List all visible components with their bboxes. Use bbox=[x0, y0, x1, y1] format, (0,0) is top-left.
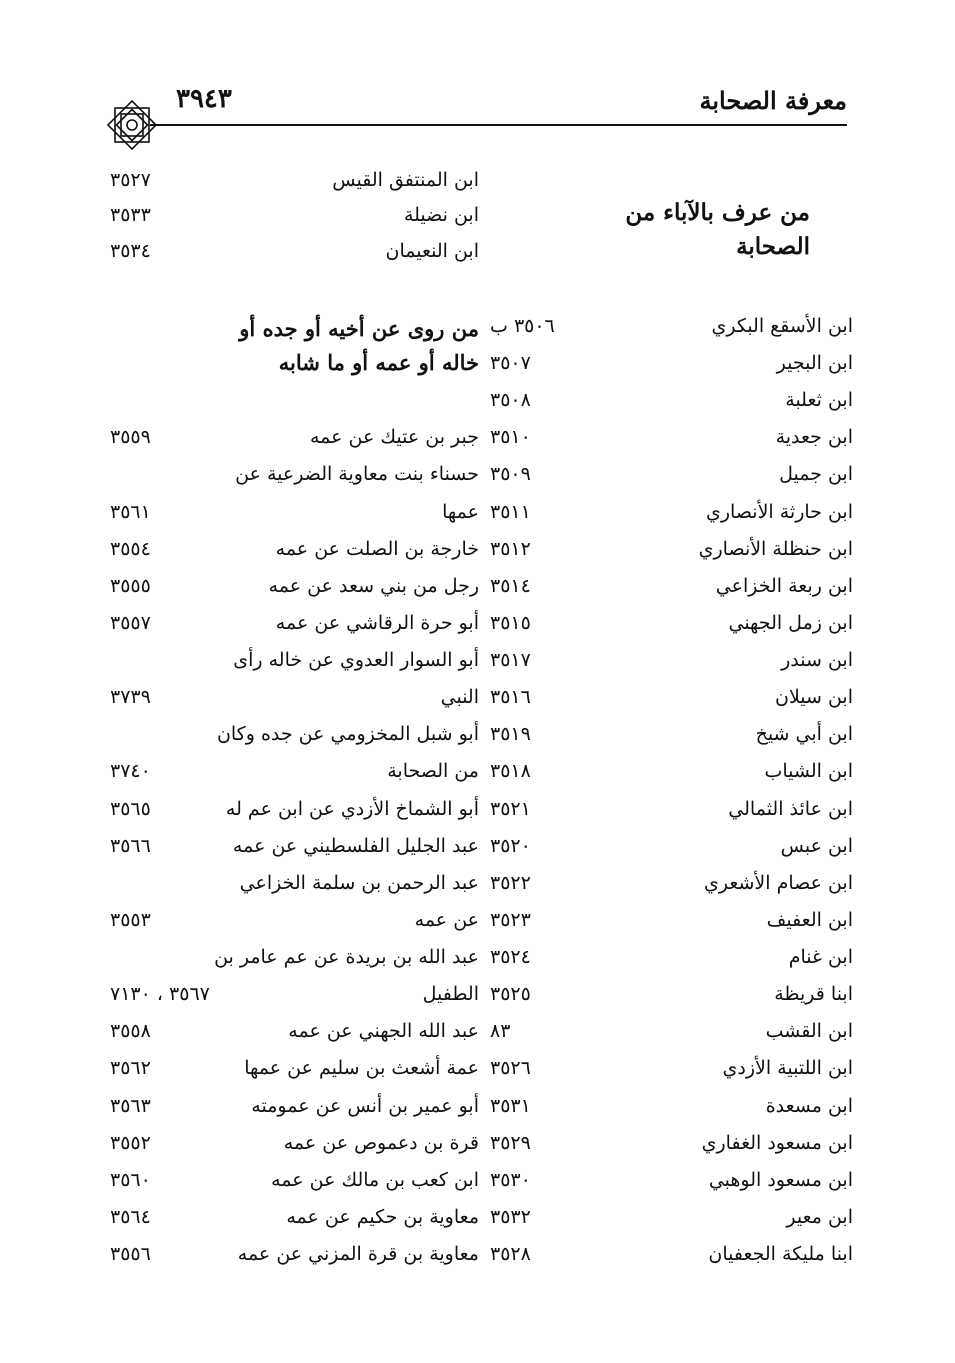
companion-ref: ٣٥٢١ bbox=[490, 798, 531, 820]
table-row bbox=[0, 865, 955, 902]
narrator-ref: ٣٥٦٧ ، ٧١٣٠ bbox=[110, 983, 210, 1005]
narrator-text: أبو عمير بن أنس عن عمومته bbox=[251, 1095, 479, 1117]
list-item bbox=[0, 197, 955, 234]
companion-name: ابن القشب bbox=[765, 1020, 853, 1042]
table-row bbox=[0, 828, 955, 865]
companion-ref: ٣٥٣٠ bbox=[490, 1169, 531, 1191]
companion-name: ابن مسعدة bbox=[765, 1095, 853, 1117]
companion-ref: ٣٥٢٠ bbox=[490, 835, 531, 857]
narrator-text: معاوية بن قرة المزني عن عمه bbox=[237, 1243, 479, 1265]
companion-ref: ٣٥٢٦ bbox=[490, 1057, 531, 1079]
narrator-ref: ٣٧٤٠ bbox=[110, 760, 151, 782]
narrator-text: الطفيل bbox=[422, 983, 479, 1005]
entry-ref: ٣٥٢٧ bbox=[110, 169, 151, 191]
narrator-text: عن عمه bbox=[414, 909, 479, 931]
companion-ref: ٣٥١٧ bbox=[490, 649, 531, 671]
section-heading-line: الصحابة bbox=[736, 233, 810, 260]
table-row bbox=[0, 679, 955, 716]
companion-ref: ٣٥١٦ bbox=[490, 686, 531, 708]
companion-name: ابن زمل الجهني bbox=[728, 612, 853, 634]
narrator-ref bbox=[110, 642, 210, 679]
table-row bbox=[0, 456, 955, 493]
companion-ref: ٣٥٢٩ bbox=[490, 1132, 531, 1154]
narrator-text: أبو حرة الرقاشي عن عمه bbox=[275, 612, 479, 634]
table-row bbox=[0, 1013, 955, 1050]
companion-ref: ٨٣ bbox=[490, 1020, 511, 1042]
narrator-text: عبد الرحمن بن سلمة الخزاعي bbox=[239, 872, 479, 894]
narrator-ref: ٣٥٦٢ bbox=[110, 1057, 151, 1079]
companion-name: ابن جميل bbox=[779, 463, 853, 485]
table-row bbox=[0, 1050, 955, 1087]
table-row bbox=[0, 1199, 955, 1236]
narrator-ref: ٣٥٦٥ bbox=[110, 798, 151, 820]
octagram-ornament-icon bbox=[103, 96, 161, 154]
narrator-ref: ٣٥٦٦ bbox=[110, 835, 151, 857]
narrator-ref: ٣٥٥٥ bbox=[110, 575, 151, 597]
companion-ref: ٣٥٣١ bbox=[490, 1095, 531, 1117]
companion-name: ابن العفيف bbox=[766, 909, 853, 931]
companion-name: ابن عصام الأشعري bbox=[703, 872, 853, 894]
narrator-text: النبي bbox=[440, 686, 479, 708]
narrator-ref bbox=[110, 456, 210, 493]
table-row bbox=[0, 791, 955, 828]
table-row bbox=[0, 902, 955, 939]
narrator-text: عبد الجليل الفلسطيني عن عمه bbox=[232, 835, 479, 857]
table-row bbox=[0, 976, 955, 1013]
narrator-text: خارجة بن الصلت عن عمه bbox=[275, 538, 479, 560]
companion-name: ابن سيلان bbox=[774, 686, 853, 708]
section-heading-line: خاله أو عمه أو ما شابه bbox=[278, 350, 479, 375]
narrator-ref: ٣٥٥٩ bbox=[110, 426, 151, 448]
companion-ref: ٣٥٠٩ bbox=[490, 463, 531, 485]
table-row bbox=[0, 1236, 955, 1273]
narrator-text: ابن كعب بن مالك عن عمه bbox=[271, 1169, 479, 1191]
section-heading-line: من عرف بالآباء من bbox=[625, 199, 810, 226]
companion-name: ابن عائذ الثمالي bbox=[728, 798, 853, 820]
companion-ref: ٣٥٠٨ bbox=[490, 389, 531, 411]
table-row bbox=[0, 642, 955, 679]
companion-ref: ٣٥١٠ bbox=[490, 426, 531, 448]
narrator-ref: ٣٥٦١ bbox=[110, 501, 151, 523]
companion-name: ابن الشياب bbox=[764, 760, 853, 782]
companion-name: ابن معير bbox=[786, 1206, 853, 1228]
narrator-ref: ٣٧٣٩ bbox=[110, 686, 151, 708]
companion-ref: ٣٥٢٣ bbox=[490, 909, 531, 931]
narrator-ref: ٣٥٥٣ bbox=[110, 909, 151, 931]
companion-name: ابنا قريظة bbox=[774, 983, 853, 1005]
companion-name: ابن عبس bbox=[780, 835, 853, 857]
narrator-ref: ٣٥٥٨ bbox=[110, 1020, 151, 1042]
entry-ref: ٣٥٣٤ bbox=[110, 240, 151, 262]
companion-name: ابن حارثة الأنصاري bbox=[705, 501, 853, 523]
companion-name: ابن البجير bbox=[776, 352, 853, 374]
entry-text: ابن المنتفق القيس bbox=[332, 169, 479, 191]
running-title: معرفة الصحابة bbox=[699, 86, 847, 115]
companion-name: ابن غنام bbox=[788, 946, 853, 968]
entry-text: ابن النعيمان bbox=[385, 240, 479, 262]
companion-ref: ٣٥١٩ bbox=[490, 723, 531, 745]
narrator-ref bbox=[110, 865, 210, 902]
narrator-ref: ٣٥٥٢ bbox=[110, 1132, 151, 1154]
companion-ref: ٣٥٢٢ bbox=[490, 872, 531, 894]
page-number: ٣٩٤٣ bbox=[176, 84, 232, 114]
companion-name: ابن مسعود الوهبي bbox=[708, 1169, 853, 1191]
companion-name: ابن سندر bbox=[781, 649, 853, 671]
companion-name: ابن ربعة الخزاعي bbox=[715, 575, 853, 597]
table-row bbox=[0, 1125, 955, 1162]
narrator-text: من الصحابة bbox=[387, 760, 479, 782]
narrator-text: معاوية بن حكيم عن عمه bbox=[286, 1206, 479, 1228]
table-row bbox=[0, 753, 955, 790]
table-row bbox=[0, 716, 955, 753]
table-row bbox=[0, 1162, 955, 1199]
section-heading-line: من روى عن أخيه أو جده أو bbox=[239, 316, 479, 341]
companion-ref: ٣٥٣٢ bbox=[490, 1206, 531, 1228]
table-row bbox=[0, 568, 955, 605]
section-heading-fathers bbox=[610, 196, 810, 264]
entry-ref: ٣٥٣٣ bbox=[110, 204, 151, 226]
narrator-ref: ٣٥٥٧ bbox=[110, 612, 151, 634]
companion-ref: ٣٥٠٧ bbox=[490, 352, 531, 374]
table-row bbox=[0, 382, 955, 419]
companion-ref: ٣٥٢٤ bbox=[490, 946, 531, 968]
companion-ref: ٣٥٢٨ bbox=[490, 1243, 531, 1265]
companion-ref: ٣٥١٢ bbox=[490, 538, 531, 560]
header-rule bbox=[150, 124, 847, 126]
companion-ref: ٣٥٠٦ ب bbox=[490, 315, 555, 337]
narrator-text: قرة بن دعموص عن عمه bbox=[283, 1132, 479, 1154]
table-row bbox=[0, 494, 955, 531]
table-row bbox=[0, 345, 955, 382]
companion-ref: ٣٥١٨ bbox=[490, 760, 531, 782]
narrator-text: عمها bbox=[442, 501, 479, 523]
table-row bbox=[0, 1088, 955, 1125]
narrator-text: أبو شبل المخزومي عن جده وكان bbox=[216, 723, 479, 745]
companion-name: ابن ثعلبة bbox=[785, 389, 853, 411]
narrator-text: عبد الله بن بريدة عن عم عامر بن bbox=[214, 946, 479, 968]
companion-name: ابن اللتبية الأزدي bbox=[722, 1057, 853, 1079]
companion-name: ابن جعدية bbox=[775, 426, 853, 448]
companion-name: ابن الأسقع البكري bbox=[711, 315, 853, 337]
list-item bbox=[0, 162, 955, 199]
companion-ref: ٣٥١٤ bbox=[490, 575, 531, 597]
companion-name: ابن حنظلة الأنصاري bbox=[698, 538, 853, 560]
table-row bbox=[0, 605, 955, 642]
narrator-text: أبو السوار العدوي عن خاله رأى bbox=[233, 649, 479, 671]
narrator-text: أبو الشماخ الأزدي عن ابن عم له bbox=[225, 798, 479, 820]
narrator-ref: ٣٥٦٤ bbox=[110, 1206, 151, 1228]
companion-name: ابنا مليكة الجعفيان bbox=[708, 1243, 853, 1265]
companion-ref: ٣٥١١ bbox=[490, 501, 531, 523]
companion-name: ابن مسعود الغفاري bbox=[701, 1132, 853, 1154]
narrator-ref: ٣٥٥٦ bbox=[110, 1243, 151, 1265]
narrator-text: عبد الله الجهني عن عمه bbox=[288, 1020, 479, 1042]
narrator-ref: ٣٥٦٠ bbox=[110, 1169, 151, 1191]
table-row bbox=[0, 419, 955, 456]
entry-text: ابن نضيلة bbox=[403, 204, 479, 226]
narrator-ref: ٣٥٦٣ bbox=[110, 1095, 151, 1117]
narrator-text: جبر بن عتيك عن عمه bbox=[310, 426, 479, 448]
narrator-text: حسناء بنت معاوية الضرعية عن bbox=[235, 463, 479, 485]
companion-name: ابن أبي شيخ bbox=[755, 723, 853, 745]
table-row bbox=[0, 531, 955, 568]
companion-ref: ٣٥٢٥ bbox=[490, 983, 531, 1005]
narrator-text: رجل من بني سعد عن عمه bbox=[268, 575, 479, 597]
companion-ref: ٣٥١٥ bbox=[490, 612, 531, 634]
table-row bbox=[0, 308, 955, 345]
narrator-text: عمة أشعث بن سليم عن عمها bbox=[244, 1057, 479, 1079]
table-row bbox=[0, 939, 955, 976]
narrator-ref bbox=[110, 939, 210, 976]
narrator-ref: ٣٥٥٤ bbox=[110, 538, 151, 560]
list-item bbox=[0, 233, 955, 270]
narrator-ref bbox=[110, 716, 210, 753]
